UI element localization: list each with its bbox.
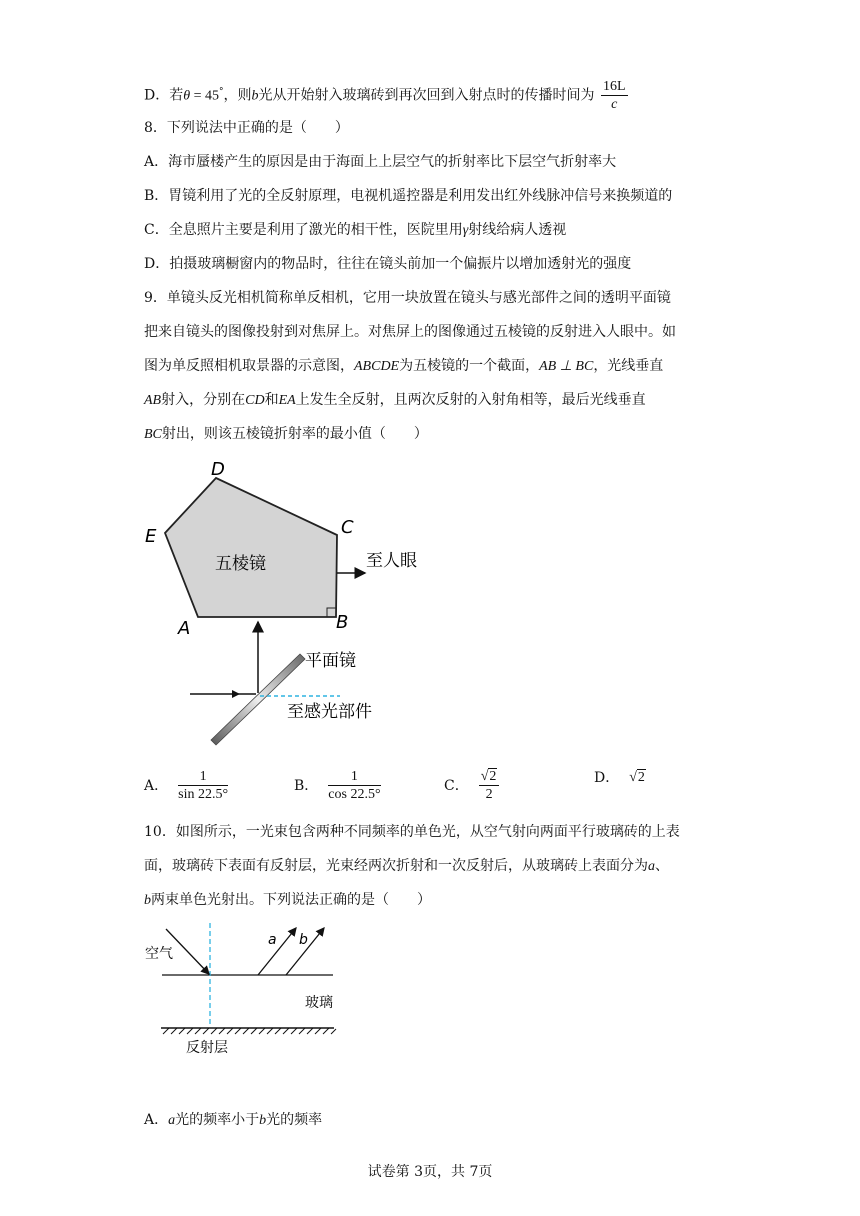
q9-option-a: A． $\frac{1}{\sin 22.5^\circ}$ — [144, 769, 229, 802]
to-eye-label: 至人眼 — [366, 551, 417, 571]
label-a: a — [268, 932, 277, 948]
q8-option-c: C．全息照片主要是利用了激光的相干性，医院里用γ射线给病人透视 — [144, 222, 567, 238]
q9-stem-line3: 图为单反照相机取景器的示意图，ABCDE为五棱镜的一个截面，AB ⊥ BC，光线垂直 — [144, 358, 664, 374]
ray-a — [258, 928, 296, 975]
prism-label: 五棱镜 — [215, 554, 266, 574]
vertex-c: C — [341, 517, 354, 538]
q9-option-b: B． $\frac{1}{\cos 22.5^\circ}$ — [294, 769, 381, 802]
label-b: b — [299, 932, 308, 948]
to-sensor-label: 至感光部件 — [287, 702, 372, 722]
reflective-hatching — [163, 1028, 336, 1034]
q10-option-a: A．a光的频率小于b光的频率 — [144, 1112, 323, 1128]
q8-option-b: B．胃镜利用了光的全反射原理，电视机遥控器是利用发出红外线脉冲信号来换频道的 — [144, 188, 673, 204]
glass-label: 玻璃 — [305, 995, 333, 1011]
q7-option-d: D．若θ = 45°，则b光从开始射入玻璃砖到再次回到入射点时的传播时间为 $\frac{16L}{c}$ — [144, 79, 626, 112]
reflect-layer-label: 反射层 — [186, 1040, 228, 1056]
q10-stem-line1: 10．如图所示，一光束包含两种不同频率的单色光，从空气射向两面平行玻璃砖的上表 — [144, 824, 680, 840]
q8-option-d: D．拍摄玻璃橱窗内的物品时，往往在镜头前加一个偏振片以增加透射光的强度 — [144, 256, 632, 272]
pentaprism-figure — [130, 455, 430, 755]
vertex-a: A — [178, 618, 191, 639]
q9-stem-line4: AB射入，分别在CD和EA上发生全反射，且两次反射的入射角相等，最后光线垂直 — [144, 392, 646, 408]
pentaprism-shape — [165, 478, 337, 617]
q8-option-a: A．海市蜃楼产生的原因是由于海面上上层空气的折射率比下层空气折射率大 — [144, 154, 617, 170]
air-label: 空气 — [145, 946, 173, 962]
q9-stem-line5: BC射出，则该五棱镜折射率的最小值（ ） — [144, 426, 428, 442]
q10-stem-line3: b两束单色光射出。下列说法正确的是（ ） — [144, 892, 431, 908]
glass-slab-figure — [140, 915, 350, 1060]
q9-stem-line1: 9．单镜头反光相机简称单反相机，它用一块放置在镜头与感光部件之间的透明平面镜 — [144, 290, 671, 306]
vertex-d: D — [211, 459, 225, 480]
q9-option-d: D． √2 — [594, 770, 645, 786]
q9-stem-line2: 把来自镜头的图像投射到对焦屏上。对焦屏上的图像通过五棱镜的反射进入人眼中。如 — [144, 324, 676, 340]
q10-stem-line2: 面，玻璃砖下表面有反射层，光束经两次折射和一次反射后，从玻璃砖上表面分为a、 — [144, 858, 669, 874]
vertex-e: E — [145, 526, 157, 547]
mirror-label: 平面镜 — [305, 651, 356, 671]
page-footer: 试卷第 3页，共 7页 — [367, 1164, 493, 1180]
vertex-b: B — [336, 612, 349, 633]
time-fraction: $\frac{16L}{c}$ — [602, 79, 626, 112]
q9-option-c: C． $\frac{√2}{2}$ — [444, 768, 499, 803]
q8-stem: 8．下列说法中正确的是（ ） — [144, 120, 349, 136]
